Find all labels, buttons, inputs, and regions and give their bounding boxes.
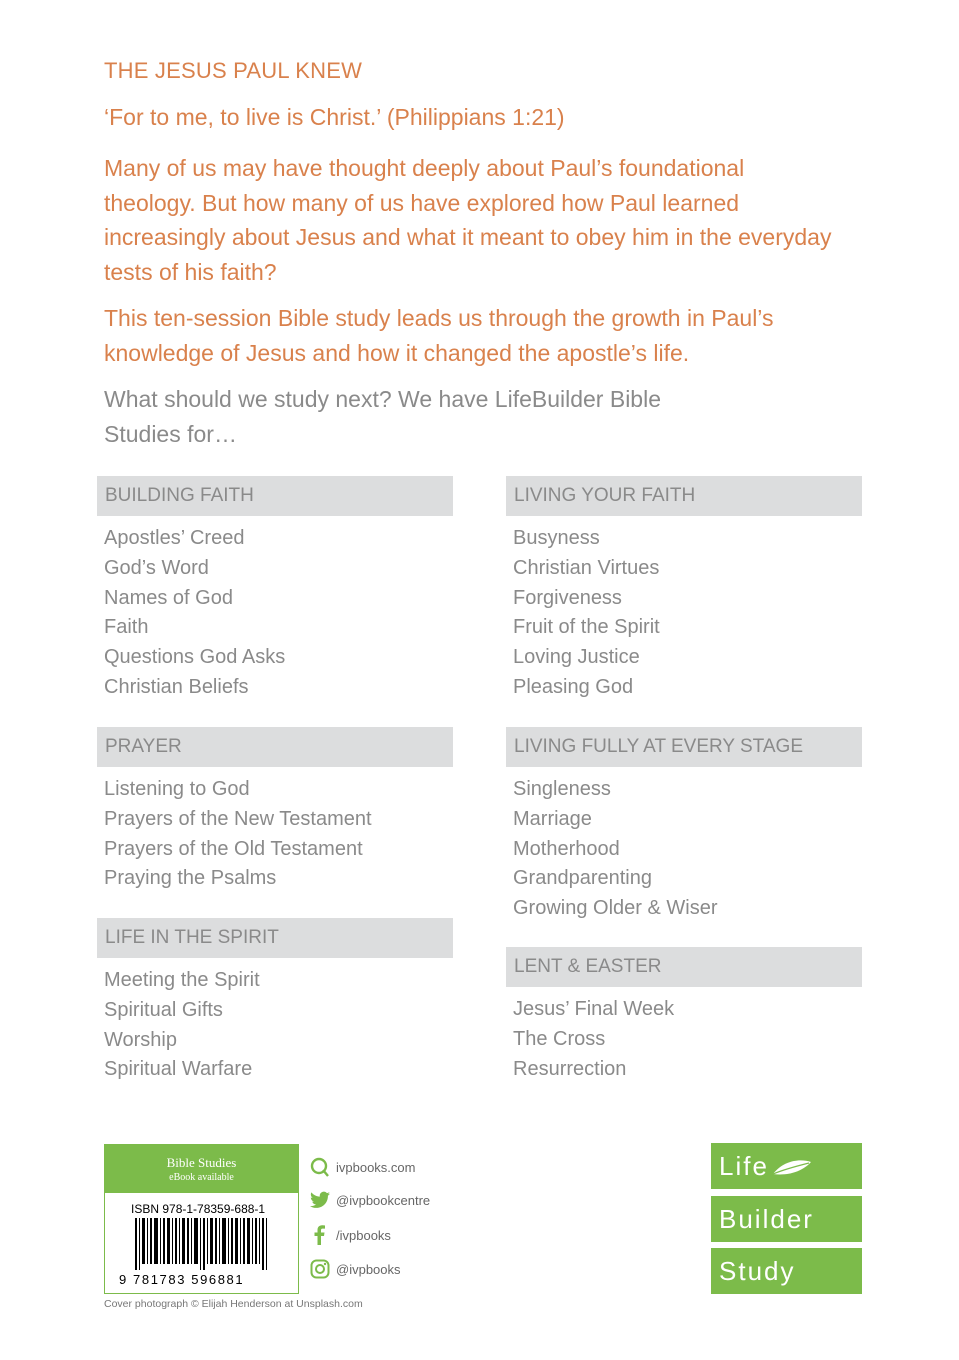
ebook-badge	[105, 1145, 298, 1193]
list-item: Grandparenting	[513, 867, 652, 890]
list-item: Faith	[104, 616, 149, 639]
description-paragraph-2: This ten-session Bible study leads us through the growth in Paul’s knowledge of Jesus and how it changed the apostle’s life.	[104, 305, 774, 366]
lent-easter-list	[513, 995, 674, 1084]
instagram-icon	[310, 1259, 330, 1279]
facebook-icon	[310, 1225, 330, 1245]
section-heading-living-your-faith: LIVING YOUR FAITH	[506, 476, 862, 516]
living-your-faith-list	[513, 524, 660, 703]
building-faith-list	[104, 524, 285, 703]
list-item: Resurrection	[513, 1057, 627, 1080]
list-item: Prayers of the New Testament	[104, 807, 372, 830]
section-heading-life-in-the-spirit: LIFE IN THE SPIRIT	[97, 918, 453, 958]
list-item: Motherhood	[513, 837, 620, 860]
list-item: Busyness	[513, 527, 600, 549]
list-item: Listening to God	[104, 778, 250, 800]
badge-subtitle: eBook available	[169, 1172, 234, 1183]
book-title: THE JESUS PAUL KNEW	[104, 58, 363, 83]
logo-word-study: Study	[719, 1256, 796, 1286]
barcode-number: 9 781783 596881	[119, 1272, 245, 1287]
section-heading-building-faith: BUILDING FAITH	[97, 476, 453, 516]
list-item: Questions God Asks	[104, 646, 286, 669]
list-item: Apostles’ Creed	[104, 527, 245, 549]
list-item: Singleness	[513, 778, 611, 800]
twitter-icon	[310, 1191, 330, 1209]
study-next-paragraph: What should we study next? We have LifeBuilder Bible Studies for…	[104, 386, 661, 447]
section-heading-living-fully: LIVING FULLY AT EVERY STAGE	[506, 727, 862, 767]
lifebuilder-logo-life	[711, 1143, 862, 1189]
list-item: Loving Justice	[513, 646, 640, 669]
living-fully-list	[513, 775, 718, 924]
lifebuilder-logo-builder	[711, 1196, 862, 1242]
prayer-list	[104, 775, 372, 894]
logo-word-builder: Builder	[719, 1204, 814, 1234]
list-item: Names of God	[104, 586, 233, 609]
description-paragraph-1: Many of us may have thought deeply about Paul’s foundational theology. But how many of us have explored how Paul learned increasingly about Jesus and what it meant to obey him in the everyday tests of his faith?	[104, 155, 832, 285]
list-item: Spiritual Warfare	[104, 1058, 253, 1081]
list-item: Growing Older & Wiser	[513, 897, 718, 920]
list-item: Christian Virtues	[513, 556, 660, 579]
web-link-text: ivpbooks.com	[336, 1159, 416, 1175]
list-item: Worship	[104, 1028, 177, 1051]
instagram-link[interactable]	[310, 1259, 401, 1279]
barcode-box	[104, 1144, 299, 1294]
barcode-icon	[135, 1218, 270, 1270]
lifebuilder-logo-study	[711, 1248, 862, 1294]
facebook-link[interactable]	[310, 1225, 391, 1245]
list-item: Pleasing God	[513, 675, 634, 698]
badge-title: Bible Studies	[166, 1155, 237, 1170]
instagram-handle: @ivpbooks	[336, 1261, 401, 1277]
list-item: Forgiveness	[513, 586, 622, 609]
epigraph-quote: ‘For to me, to live is Christ.’ (Philippians 1:21)	[104, 104, 565, 130]
ivp-logo-icon	[310, 1157, 330, 1177]
list-item: Prayers of the Old Testament	[104, 837, 363, 860]
life-in-spirit-list	[104, 966, 260, 1085]
web-link[interactable]	[310, 1157, 415, 1177]
list-item: Marriage	[513, 807, 592, 830]
list-item: Fruit of the Spirit	[513, 616, 660, 639]
twitter-handle: @ivpbookcentre	[336, 1192, 431, 1208]
section-heading-prayer: PRAYER	[97, 727, 453, 767]
list-item: Praying the Psalms	[104, 867, 277, 890]
facebook-handle: /ivpbooks	[336, 1227, 391, 1243]
list-item: The Cross	[513, 1027, 606, 1050]
logo-word-life: Life	[719, 1151, 769, 1181]
leaf-icon	[771, 1157, 813, 1177]
list-item: Christian Beliefs	[104, 675, 249, 698]
list-item: Meeting the Spirit	[104, 969, 260, 991]
isbn-text: ISBN 978-1-78359-688-1	[131, 1202, 266, 1216]
list-item: God’s Word	[104, 556, 209, 579]
photo-credit: Cover photograph © Elijah Henderson at Unsplash.com	[104, 1298, 363, 1310]
twitter-link[interactable]	[310, 1191, 430, 1209]
list-item: Jesus’ Final Week	[513, 998, 675, 1020]
list-item: Spiritual Gifts	[104, 998, 223, 1021]
section-heading-lent-easter: LENT & EASTER	[506, 947, 862, 987]
